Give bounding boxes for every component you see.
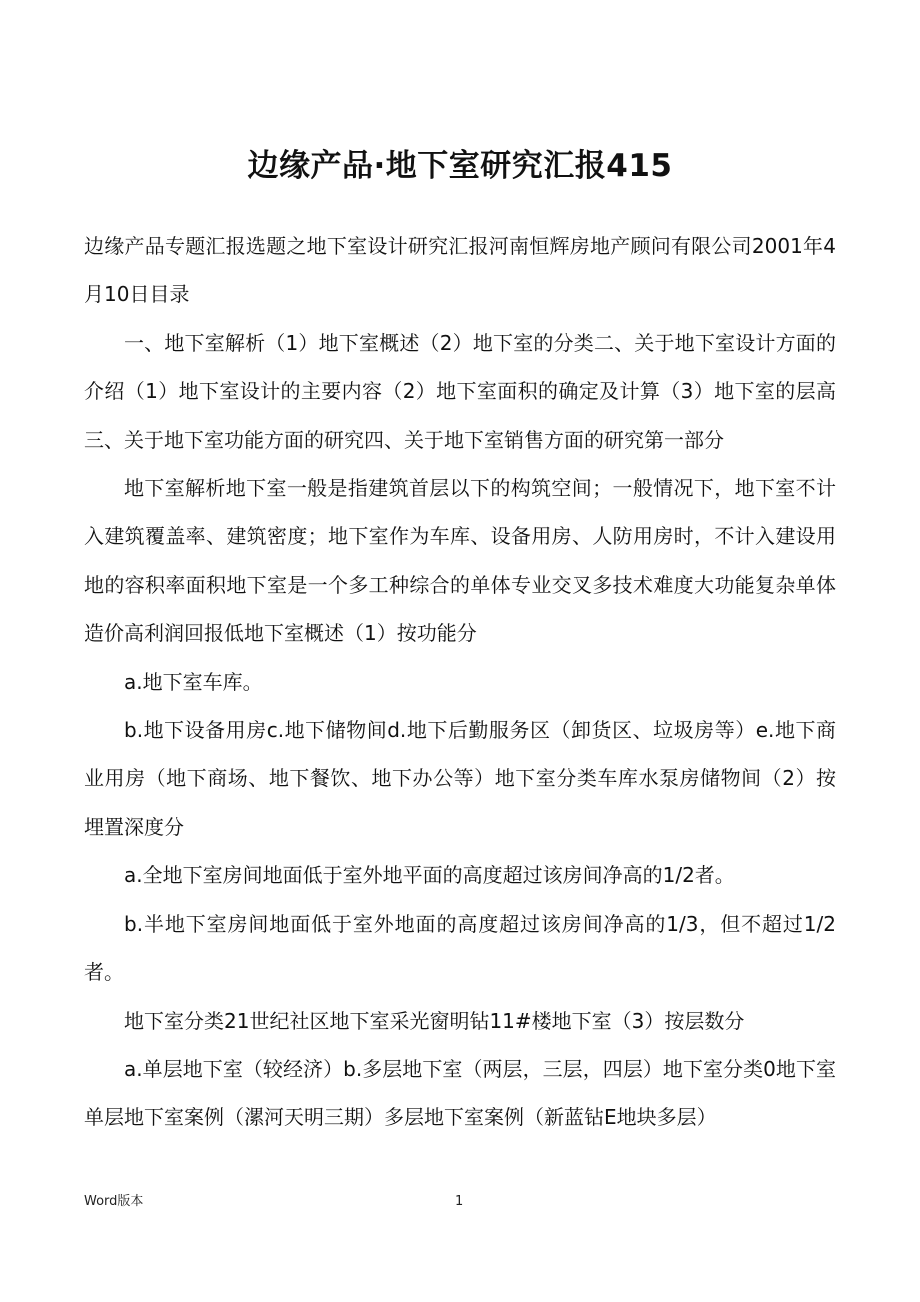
paragraph-item-a-garage: a.地下室车库。	[124, 669, 263, 694]
paragraph-item-b-semi-basement: b.半地下室房间地面低于室外地面的高度超过该房间净高的1/3，但不超过1/2者。	[84, 911, 836, 985]
document-title: 边缘产品·地下室研究汇报415	[247, 148, 673, 184]
paragraph-intro: 边缘产品专题汇报选题之地下室设计研究汇报河南恒辉房地产顾问有限公司2001年4月10日目录	[84, 234, 836, 307]
footer-label: Word版本	[84, 1194, 144, 1209]
document-body	[84, 222, 836, 1142]
paragraph-layers: a.单层地下室（较经济）b.多层地下室（两层，三层，四层）地下室分类0地下室单层地下室案例（漯河天明三期）多层地下室案例（新蓝钻E地块多层）	[84, 1056, 836, 1130]
paragraph-item-a-full-basement: a.全地下室房间地面低于室外地平面的高度超过该房间净高的1/2者。	[124, 863, 735, 888]
paragraph-item-b-equipment: b.地下设备用房c.地下储物间d.地下后勤服务区（卸货区、垃圾房等）e.地下商业用房（地下商场、地下餐饮、地下办公等）地下室分类车库水泵房储物间（2）按埋置深度分	[84, 718, 836, 839]
paragraph-classification: 地下室分类21世纪社区地下室采光窗明钻11#楼地下室（3）按层数分	[124, 1008, 745, 1033]
paragraph-analysis: 地下室解析地下室一般是指建筑首层以下的构筑空间；一般情况下，地下室不计入建筑覆盖率、建筑密度；地下室作为车库、设备用房、人防用房时，不计入建设用地的容积率面积地下室是一个多工种综合的单体专业交叉多技术难度大功能复杂单体造价高利润回报低地下室概述（1）按功能分	[84, 476, 836, 646]
paragraph-contents: 一、地下室解析（1）地下室概述（2）地下室的分类二、关于地下室设计方面的介绍（1）地下室设计的主要内容（2）地下室面积的确定及计算（3）地下室的层高三、关于地下室功能方面的研究四、关于地下室销售方面的研究第一部分	[84, 330, 836, 452]
footer-page-number: 1	[455, 1194, 464, 1209]
